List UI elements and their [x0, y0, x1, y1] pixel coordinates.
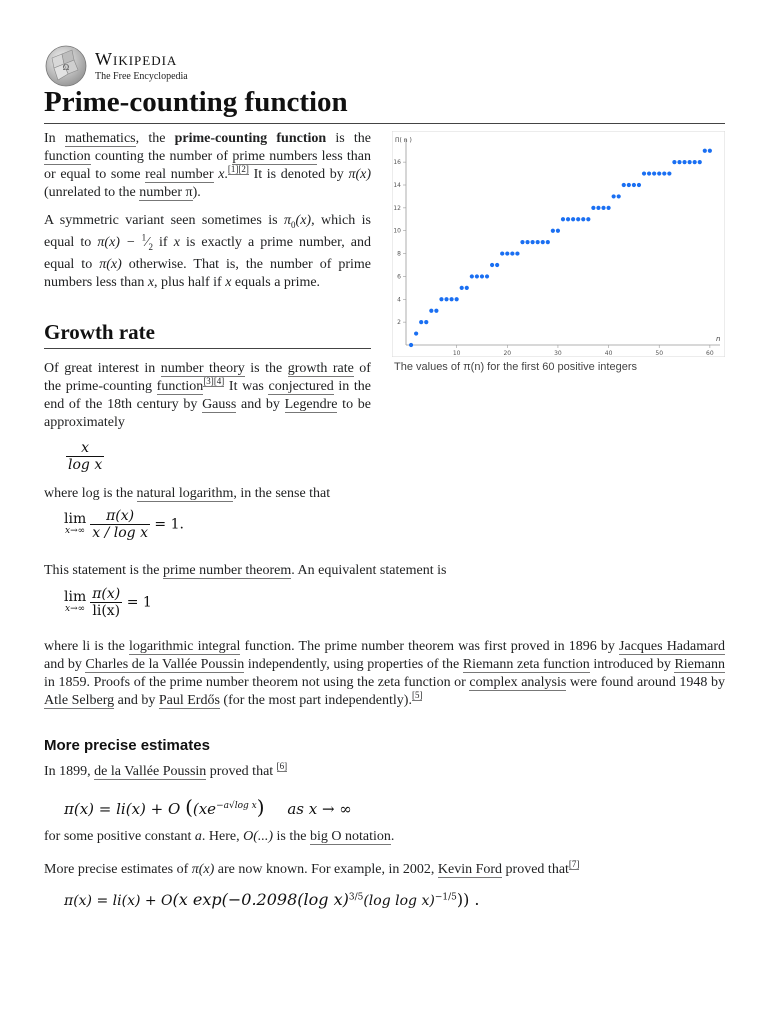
subsection-heading-more-precise-estimates: More precise estimates	[44, 737, 210, 754]
data-point	[662, 171, 666, 175]
data-point	[601, 206, 605, 210]
data-point	[434, 309, 438, 313]
x-tick-label: 30	[554, 350, 562, 357]
data-point	[546, 240, 550, 244]
ref-7[interactable]: [7]	[568, 859, 580, 870]
data-point	[672, 160, 676, 164]
data-point	[505, 251, 509, 255]
data-point	[490, 263, 494, 267]
ref-2[interactable]: [2]	[238, 164, 249, 175]
precise-paragraph-1: In 1899, de la Vallée Poussin proved that [6]	[44, 761, 288, 779]
data-point	[637, 183, 641, 187]
ref-1[interactable]: [1]	[227, 164, 239, 175]
x-tick-label: 60	[706, 350, 714, 357]
data-point	[703, 149, 707, 153]
section-heading-growth-rate: Growth rate	[44, 320, 155, 344]
data-point	[586, 217, 590, 221]
link-legendre[interactable]: Legendre	[284, 397, 338, 412]
data-point	[612, 194, 616, 198]
data-point	[617, 194, 621, 198]
slogan: The Free Encyclopedia	[95, 71, 188, 82]
link-number-theory[interactable]: number theory	[160, 361, 245, 376]
data-point	[652, 171, 656, 175]
chart-caption: The values of π(n) for the first 60 positive integers	[394, 361, 637, 373]
data-point	[632, 183, 636, 187]
growth-paragraph-4: where li is the logarithmic integral function. The prime number theorem was first proved in 1896 by Jacques Hadamard and by Charles de la Vallée Poussin independently, using properties of the Riemann zeta function introduced by Riemann in 1859. Proofs of the prime number theorem not using the zeta function or complex analysis were found around 1948 by Atle Selberg and by Paul Erdős (for the most part independently).[5]	[44, 639, 726, 708]
data-point	[657, 171, 661, 175]
data-point	[455, 297, 459, 301]
data-point	[606, 206, 610, 210]
data-point	[424, 320, 428, 324]
link-complex-analysis[interactable]: complex analysis	[469, 675, 567, 690]
data-point	[409, 343, 413, 347]
data-point	[470, 274, 474, 278]
link-logarithmic-integral[interactable]: logarithmic integral	[128, 639, 241, 654]
data-point	[596, 206, 600, 210]
data-point	[414, 331, 418, 335]
data-point	[551, 229, 555, 233]
data-point	[510, 251, 514, 255]
intro-paragraph-2: A symmetric variant seen sometimes is $\pi_0(x)$, which is equal to $\pi(x) - ^1⁄_2$ if x is exactly a prime number, and equal to π(x) otherwise. That is, the number of prime numbers less than x, plus half if x equals a prime.	[44, 213, 372, 290]
link-riemann[interactable]: Riemann	[674, 657, 725, 672]
data-point	[556, 229, 560, 233]
data-point	[708, 149, 712, 153]
precise-paragraph-2: for some positive constant a. Here, O(...) is the big O notation.	[44, 829, 395, 844]
data-point	[465, 286, 469, 290]
data-point	[677, 160, 681, 164]
data-point	[429, 309, 433, 313]
equation-limit-1: lim x→∞ $\frac{\pi(x)}{\text{x / log x}}$ = 1.	[64, 508, 184, 541]
link-jacques-hadamard[interactable]: Jacques Hadamard	[619, 639, 726, 654]
link-prime-number-theorem[interactable]: prime number theorem	[162, 563, 292, 578]
x-tick-label: 10	[452, 350, 461, 357]
growth-paragraph-2: where log is the natural logarithm, in the sense that	[44, 486, 331, 501]
puzzle-globe-icon	[44, 44, 88, 88]
data-point	[480, 274, 484, 278]
data-point	[475, 274, 479, 278]
data-point	[688, 160, 692, 164]
ref-5[interactable]: [5]	[411, 690, 423, 701]
section-divider	[44, 348, 371, 349]
equation-ford: π(x) = li(x) + O(x exp(−0.2098(log x)$^{3/5}$(log log x)$^{-1/5}$)) .	[64, 890, 480, 909]
data-point	[419, 320, 423, 324]
ref-6[interactable]: [6]	[276, 761, 288, 772]
page-title: Prime-counting function	[44, 86, 348, 118]
prime-counting-scatter-chart	[392, 131, 725, 357]
data-point	[698, 160, 702, 164]
link-function[interactable]: function	[44, 149, 91, 164]
y-tick-label: 10	[393, 227, 401, 235]
wikipedia-logo[interactable]	[44, 44, 188, 88]
link-de-la-vallee-poussin[interactable]: Charles de la Vallée Poussin	[85, 657, 245, 672]
data-point	[571, 217, 575, 221]
data-point	[536, 240, 540, 244]
data-point	[581, 217, 585, 221]
x-tick-label: 20	[503, 350, 512, 357]
data-point	[642, 171, 646, 175]
link-natural-logarithm[interactable]: natural logarithm	[136, 486, 234, 501]
y-tick-label: 6	[397, 273, 401, 281]
data-point	[449, 297, 453, 301]
data-point	[439, 297, 443, 301]
data-point	[525, 240, 529, 244]
data-point	[627, 183, 631, 187]
link-riemann-zeta-function[interactable]: Riemann zeta function	[462, 657, 590, 672]
y-tick-label: 4	[397, 296, 401, 304]
intro-paragraph-1: In mathematics, the prime-counting function is the function counting the number of prime numbers less than or equal to some real number x.[1][2] It is denoted by π(x) (unrelated to the number π).	[44, 131, 372, 200]
data-point	[485, 274, 489, 278]
growth-paragraph-3: This statement is the prime number theorem. An equivalent statement is	[44, 563, 447, 578]
data-point	[495, 263, 499, 267]
equation-de-la-vallee-poussin: π(x) = li(x) + O ($(xe^{-a√log x})$ as x → ∞	[64, 795, 352, 819]
link-real-number[interactable]: real number	[145, 167, 214, 182]
data-point	[622, 183, 626, 187]
data-point	[682, 160, 686, 164]
chart-frame	[392, 131, 725, 357]
x-axis-label: n	[716, 335, 721, 343]
y-tick-label: 16	[393, 159, 401, 167]
data-point	[576, 217, 580, 221]
ref-4[interactable]: [4]	[213, 376, 225, 387]
y-axis-label: Π( n )	[395, 137, 412, 144]
link-number-pi[interactable]: number π	[139, 185, 193, 200]
precise-paragraph-3: More precise estimates of π(x) are now known. For example, in 2002, Kevin Ford proved that[7]	[44, 859, 580, 877]
link-mathematics[interactable]: mathematics	[64, 131, 136, 146]
link-big-o-notation[interactable]: big O notation	[309, 829, 391, 844]
equation-limit-2: lim x→∞ $\frac{\pi(x)}{li(x)}$ = 1	[64, 586, 152, 619]
wordmark: Wikipedia	[95, 49, 178, 69]
y-tick-label: 14	[393, 182, 401, 189]
equation-x-over-log-x: $\frac{x}{\text{log x}}$	[68, 440, 103, 473]
data-point	[566, 217, 570, 221]
data-point	[515, 251, 519, 255]
link-function-2[interactable]: function	[156, 379, 204, 394]
data-point	[500, 251, 504, 255]
link-poussin-2[interactable]: de la Vallée Poussin	[94, 764, 207, 779]
link-conjectured[interactable]: conjectured	[268, 379, 334, 394]
link-gauss[interactable]: Gauss	[202, 397, 237, 412]
link-growth-rate[interactable]: growth rate	[287, 361, 354, 376]
data-point	[460, 286, 464, 290]
data-point	[591, 206, 595, 210]
growth-paragraph-1: Of great interest in number theory is the growth rate of the prime-counting function[3][4] It was conjectured in the end of the 18th century by Gauss and by Legendre to be approximately	[44, 361, 372, 430]
data-point	[647, 171, 651, 175]
data-point	[561, 217, 565, 221]
link-atle-selberg[interactable]: Atle Selberg	[44, 693, 115, 708]
ref-3[interactable]: [3]	[203, 376, 214, 387]
data-point	[693, 160, 697, 164]
data-point	[531, 240, 535, 244]
link-paul-erdos[interactable]: Paul Erdős	[158, 693, 220, 708]
data-point	[667, 171, 671, 175]
data-point	[520, 240, 524, 244]
y-tick-label: 2	[397, 319, 401, 327]
svg-text:Ω: Ω	[62, 63, 70, 72]
x-tick-label: 50	[655, 350, 664, 357]
x-tick-label: 40	[604, 350, 613, 357]
title-divider	[44, 123, 725, 124]
link-kevin-ford[interactable]: Kevin Ford	[437, 862, 503, 877]
link-prime-numbers[interactable]: prime numbers	[232, 149, 318, 164]
data-point	[541, 240, 545, 244]
y-tick-label: 8	[397, 250, 401, 258]
data-point	[444, 297, 448, 301]
intro-section	[44, 130, 371, 292]
y-tick-label: 12	[393, 204, 401, 212]
